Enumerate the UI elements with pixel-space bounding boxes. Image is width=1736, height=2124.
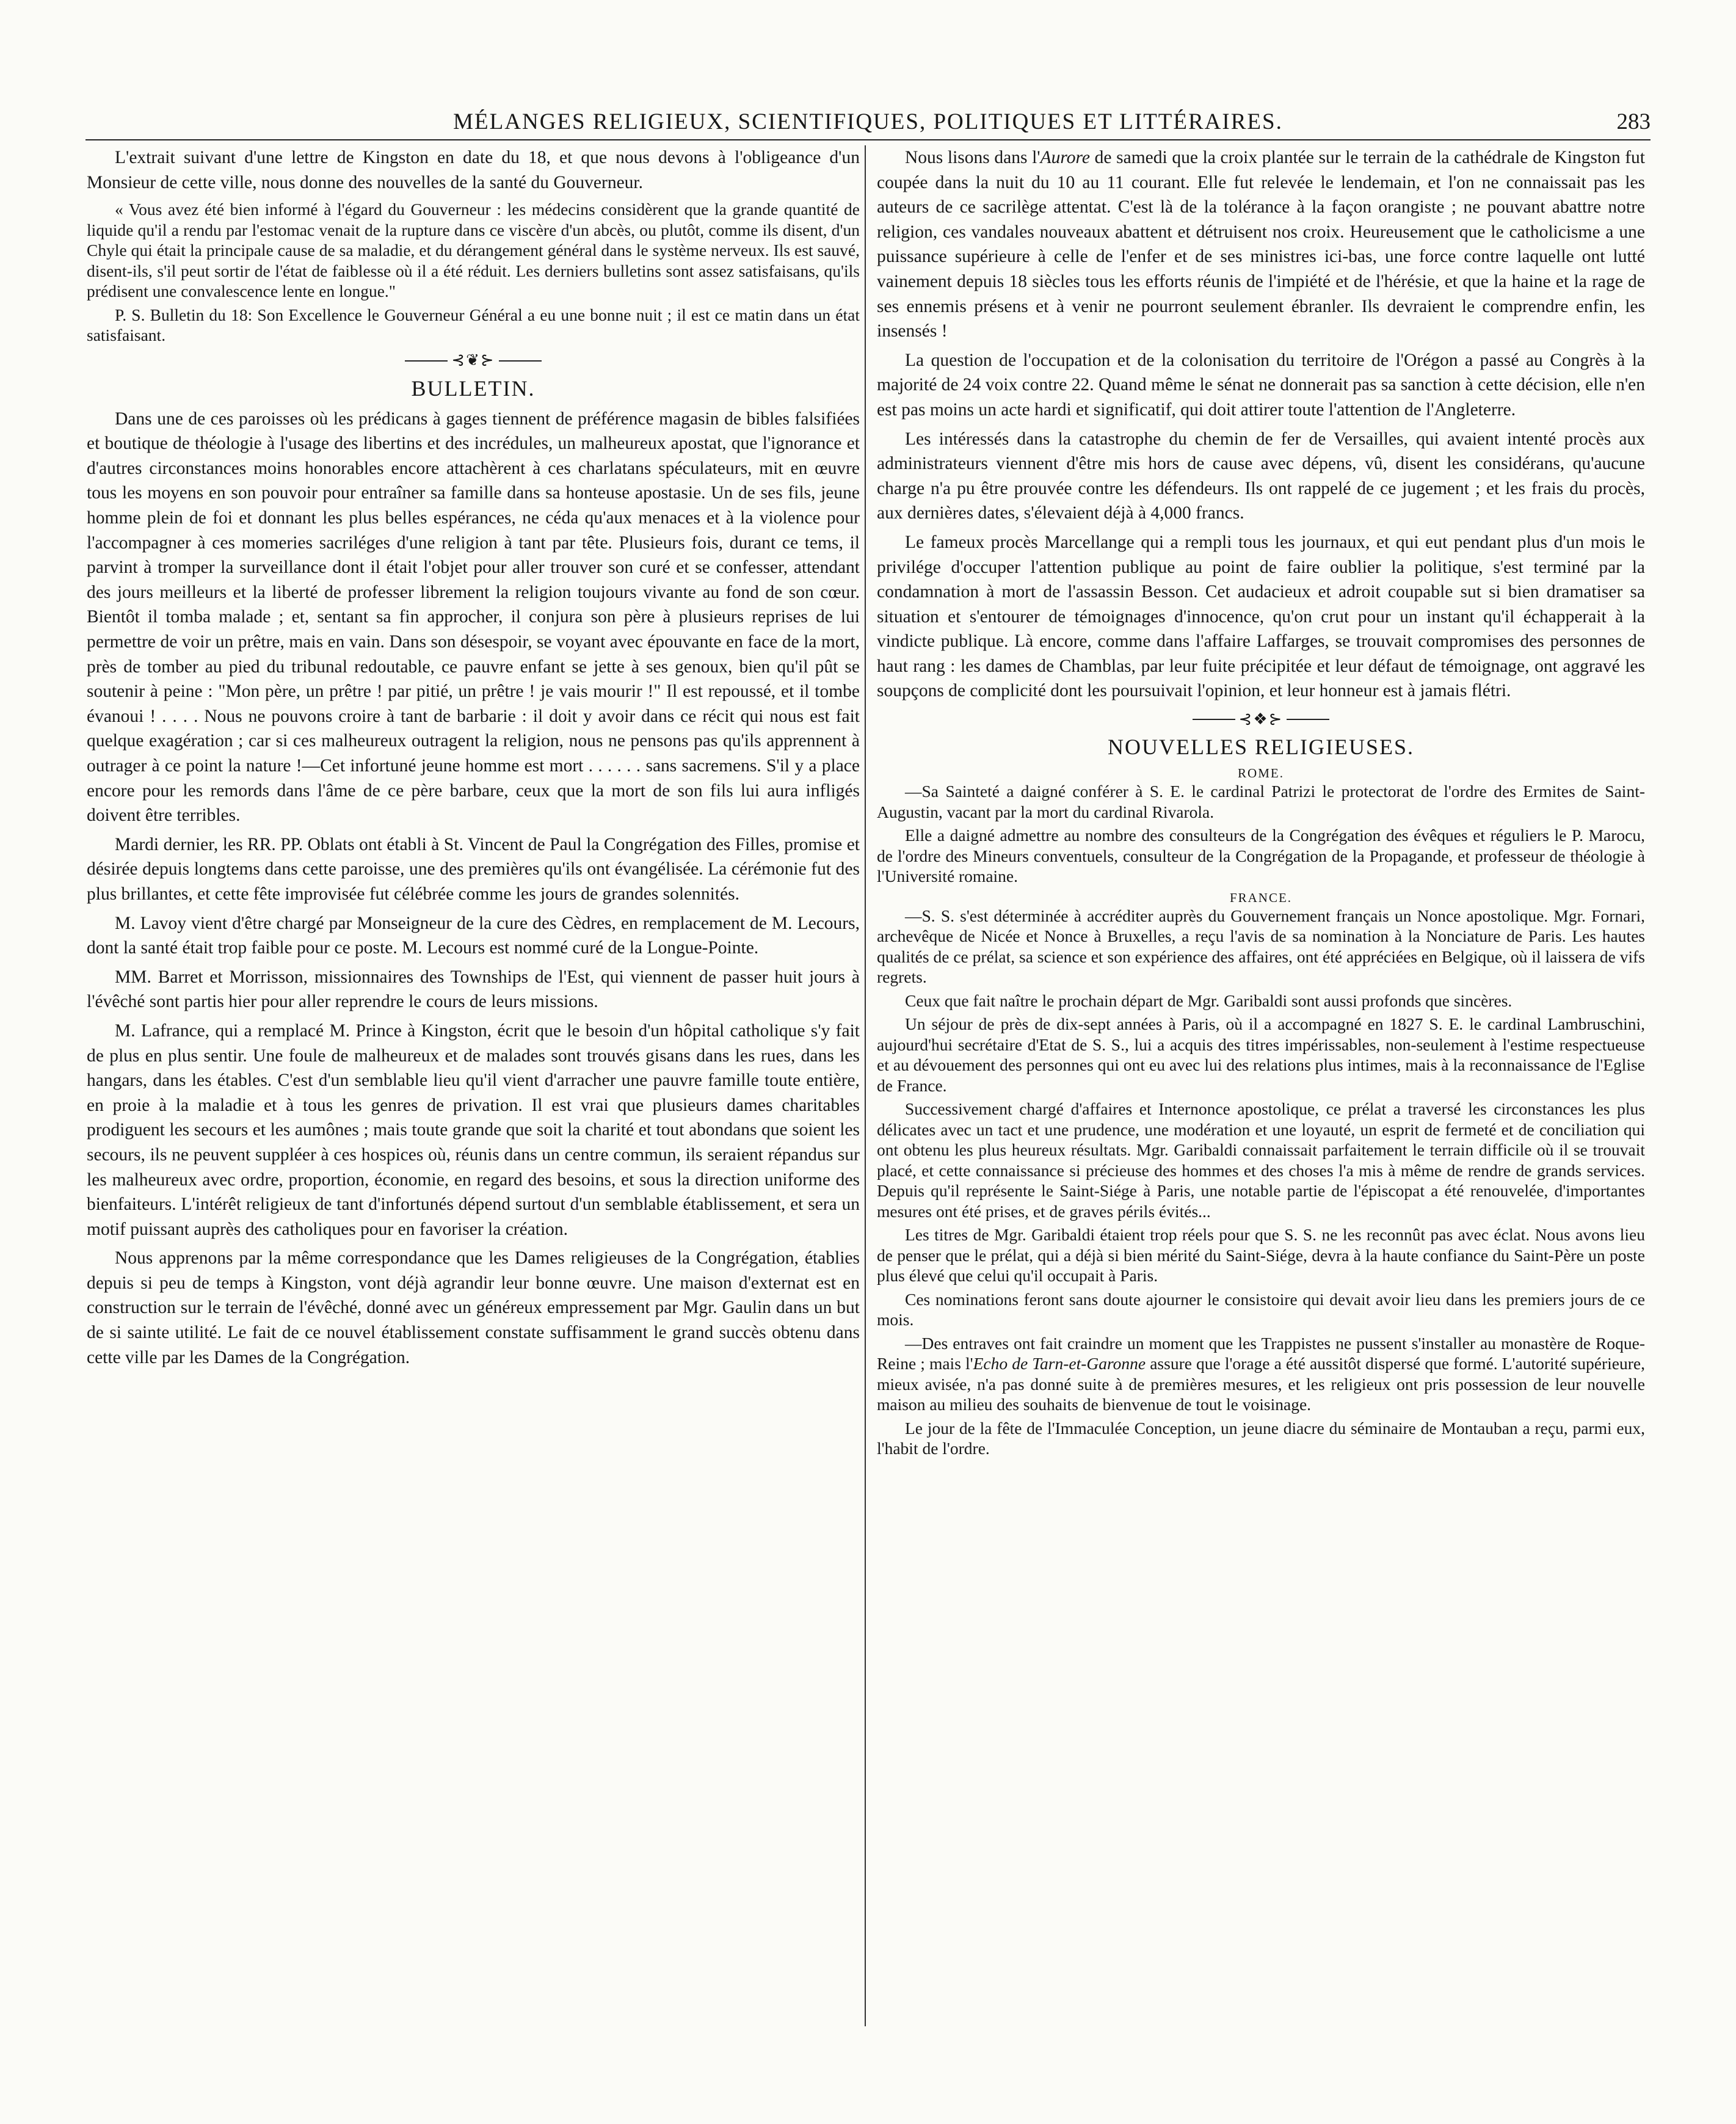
france-subheading: FRANCE. bbox=[1229, 890, 1293, 905]
rome-subheading: ROME. bbox=[1238, 766, 1284, 781]
article-paragraph: La question de l'occupation et de la colonisation du territoire de l'Orégon a passé au Congrès à la majorité de 24 voix contre 22. Quand même le sénat ne donnerait pas sa sanction à cette décision, elle n'en est pas moins un acte hardi et significatif, qui doit attirer toute l'attention de l'Angleterre. bbox=[877, 350, 1645, 420]
bulletin-heading: BULLETIN. bbox=[411, 376, 536, 401]
section-ornament bbox=[877, 708, 1645, 731]
article-paragraph: M. Lavoy vient d'être chargé par Monseigneur de la cure des Cèdres, en remplacement de M. Lecours, dont la santé était trop faible pour ce poste. M. Lecours est nommé curé de la Longue-Pointe. bbox=[87, 913, 860, 958]
news-item: Les titres de Mgr. Garibaldi étaient trop réels pour que S. S. ne les reconnût pas avec éclat. Nous avons lieu de penser que le prélat, qui a déjà si bien mérité du Saint-Siége, devra à la haute confiance du Saint-Père un poste plus élevé que celui qu'il occupait à Paris. bbox=[877, 1225, 1645, 1286]
article-paragraph: M. Lafrance, qui a remplacé M. Prince à Kingston, écrit que le besoin d'un hôpital catholique s'y fait de plus en plus sentir. Une foule de malheureux et de malades sont trouvés gisans dans les rues, dans les hangars, dans les étables. C'est d'un semblable lieu qu'il vient d'arracher une pauvre famille toute entière, en proie à la maladie et à tous les genres de privation. Il est vrai que plusieurs dames charitables prodiguent les secours et les aumônes ; mais toute grande que soit la charité et tout abondans que soient les secours, ils ne peuvent suppléer à ces hospices où, réunis dans un centre commun, ils seraient répandus sur les malheureux avec ordre, proportion, économie, en regard des besoins, et sous la direction uniforme des bienfaiteurs. L'intérêt religieux de tant d'infortunés dépend surtout d'un semblable établissement, et sera un motif puissant auprès des catholiques pour en favoriser la création. bbox=[87, 1020, 860, 1239]
news-heading: NOUVELLES RELIGIEUSES. bbox=[1108, 735, 1414, 760]
article-paragraph: Le fameux procès Marcellange qui a rempli tous les journaux, et qui eut pendant plus d'un mois le privilége d'occuper l'attention publique au point de faire oublier la politique, s'est terminé par la condamnation à mort de l'assassin Besson. Cet audacieux et adroit coupable sut si bien dramatiser sa situation et s'entourer de témoignages d'innocence, qu'on crut pour un instant qu'il échapperait à la vindicte publique. Là encore, comme dans l'affaire Laffarges, se trouvait compromises des personnes de haut rang : les dames de Chamblas, par leur fuite précipitée et leur défaut de témoignage, ont aggravé les soupçons de complicité dont les poursuivait l'opinion, et leur honneur est à jamais flétri. bbox=[877, 532, 1645, 701]
column-divider bbox=[865, 145, 866, 2026]
page-number: 283 bbox=[1616, 109, 1651, 134]
article-paragraph: MM. Barret et Morrisson, missionnaires des Townships de l'Est, qui viennent de passer huit jours à l'évêché sont partis hier pour aller reprendre le cours de leurs missions. bbox=[87, 967, 860, 1012]
article-paragraph: Nous apprenons par la même correspondance que les Dames religieuses de la Congrégation, établies depuis si peu de temps à Kingston, vont déjà agrandir leur bonne œuvre. Une maison d'externat est en construction sur le terrain de l'évêché, donné avec un généreux empressement par Mgr. Gaulin dans un but de si sainte utilité. Le fait de ce nouvel établissement constate suffisamment le grand succès obtenu dans cette ville par les Dames de la Congrégation. bbox=[87, 1248, 860, 1367]
running-header bbox=[85, 109, 1651, 140]
article-paragraph: Mardi dernier, les RR. PP. Oblats ont établi à St. Vincent de Paul la Congrégation des Filles, promise et désirée depuis longtems dans cette paroisse, une des premières qu'ils ont évangélisée. La cérémonie fut des plus brillantes, et cette fête improvisée fut célébrée comme les jours de grandes solennités. bbox=[87, 834, 860, 904]
news-item: —Sa Sainteté a daigné conférer à S. E. le cardinal Patrizi le protectorat de l'ordre des Ermites de Saint-Augustin, vacant par la mort du cardinal Rivarola. bbox=[877, 782, 1645, 821]
left-column bbox=[87, 145, 860, 1374]
news-item: Successivement chargé d'affaires et Internonce apostolique, ce prélat a traversé les circonstances les plus délicates avec un tact et une prudence, une modération et une loyauté, un esprit de fermeté et de conciliation qui ont obtenu les plus heureux résultats. Mgr. Garibaldi connaissait parfaitement le terrain difficile où il se trouvait placé, et cette connaissance si précieuse des hommes et des choses l'a mis à même de rendre de grands services. Depuis qu'il représente le Saint-Siége à Paris, une notable partie de l'épiscopat a été renouvelée, d'importantes mesures ont été prises, et de graves périls évités... bbox=[877, 1099, 1645, 1221]
news-item: Le jour de la fête de l'Immaculée Conception, un jeune diacre du séminaire de Montauban a reçu, parmi eux, l'habit de l'ordre. bbox=[877, 1418, 1645, 1458]
letter-quote: « Vous avez été bien informé à l'égard du Gouverneur : les médecins considèrent que la grande quantité de liquide qu'il a rendu par l'estomac venait de la rupture dans ce viscère d'un abcès, ou plutôt, comme ils disent, d'un Chyle qui était la principale cause de sa maladie, et du dérangement général dans le système nerveux. Ils est sauvé, disent-ils, s'il peut sortir de l'état de faiblesse où il a été réduit. Les derniers bulletins sont assez satisfaisans, qu'ils prédisent une convalescence lente en longue." bbox=[87, 200, 860, 301]
article-paragraph: L'extrait suivant d'une lettre de Kingston en date du 18, et que nous devons à l'obligeance d'un Monsieur de cette ville, nous donne des nouvelles de la santé du Gouverneur. bbox=[87, 148, 860, 192]
news-item: Ceux que fait naître le prochain départ de Mgr. Garibaldi sont aussi profonds que sincères. bbox=[905, 991, 1513, 1010]
ornament-glyph: ⊰❖⊱ bbox=[1238, 710, 1284, 728]
news-item: Un séjour de près de dix-sept années à Paris, où il a accompagné en 1827 S. E. le cardinal Lambruschini, aujourd'hui secrétaire d'Etat de S. S., lui a acquis des titres impérissables, non-seulement à l'estime respectueuse et au dévouement des personnes qui ont eu avec lui des relations plus intimes, mais à la reconnaissance de l'Eglise de France. bbox=[877, 1014, 1645, 1095]
news-item: Ces nominations feront sans doute ajourner le consistoire qui devait avoir lieu dans les premiers jours de ce mois. bbox=[877, 1289, 1645, 1329]
section-ornament bbox=[87, 349, 860, 373]
news-item: —S. S. s'est déterminée à accréditer auprès du Gouvernement français un Nonce apostolique. Mgr. Fornari, archevêque de Nicée et Nonce à Bruxelles, a reçu l'avis de sa nomination à la Nonciature de Paris. Les hautes qualités de ce prélat, sa science et son expérience des affaires, ont été appréciées en Belgique, où il laissera de vifs regrets. bbox=[877, 906, 1645, 987]
article-paragraph: Nous lisons dans l'Aurore de samedi que la croix plantée sur le terrain de la cathédrale de Kingston fut coupée dans la nuit du 10 au 11 courant. Elle fut relevée le lendemain, et l'on ne connaissait pas les auteurs de ce sacrilège attentat. C'est là de la tolérance à la façon orangiste ; ne pouvant abattre notre religion, ces vandales nouveaux abattent et détruisent nos croix. Heureusement que le catholicisme a une puissance supérieure à celle de l'enfer et de ses ministres ici-bas, une force contre laquelle ont lutté vainement depuis 18 siècles tous les efforts réunis de l'impiété et de l'hérésie, et que la haine et la rage de ses ennemis présens et à venir ne pourront seulement ébranler. Ils devraient le comprendre enfin, les insensés ! bbox=[877, 148, 1645, 341]
newspaper-name: Aurore bbox=[1040, 148, 1091, 167]
right-column bbox=[877, 145, 1645, 1462]
article-paragraph: Dans une de ces paroisses où les prédicans à gages tiennent de préférence magasin de bibles falsifiées et boutique de théologie à l'usage des libertins et des incrédules, un malheureux apostat, que l'ignorance et d'autres circonstances moins honorables encore attachèrent à ces charlatans spéculateurs, mit en œuvre tous les moyens en son pouvoir pour entraîner sa famille dans sa honteuse apostasie. Un de ses fils, jeune homme plein de foi et donnant les plus belles espérances, ne céda qu'aux menaces et à la violence pour l'accompagner à ces momeries sacriléges d'une religion à tant par tête. Plusieurs fois, durant ce tems, il parvint à tromper la surveillance dont il était l'objet pour aller trouver son curé et se confesser, attendant des jours meilleurs et la liberté de professer librement la religion toujours vivante au fond de son cœur. Bientôt il tomba malade ; et, sentant sa fin approcher, il conjura son père à plusieurs reprises de lui permettre de voir un prêtre, mais en vain. Dans son désespoir, se voyant avec épouvante en face de la mort, près de tomber au pied du tribunal redoutable, ce pauvre enfant se jette à ses genoux, bien qu'il pût se soutenir à peine : "Mon père, un prêtre ! par pitié, un prêtre ! je vais mourir !" Il est repoussé, et il tombe évanoui ! . . . . Nous ne pouvons croire à tant de barbarie : il doit y avoir dans ce récit qui nous est fait quelque exagération ; car si ces malheureux outragent la religion, nous ne pensons pas qu'ils apprennent à outrager à ce point la nature !—Cet infortuné jeune homme est mort . . . . . . sans sacremens. S'il y a place encore pour les remords dans l'âme de ce père barbare, ceux que la mort de son fils lui aura infligés doivent être terribles. bbox=[87, 409, 860, 826]
ornament-glyph: ⊰❦⊱ bbox=[451, 351, 495, 369]
running-title: MÉLANGES RELIGIEUX, SCIENTIFIQUES, POLITIQUES ET LITTÉRAIRES. bbox=[453, 109, 1283, 134]
postscript: P. S. Bulletin du 18: Son Excellence le Gouverneur Général a eu une bonne nuit ; il est ce matin dans un état satisfaisant. bbox=[87, 305, 860, 345]
news-item: Elle a daigné admettre au nombre des consulteurs de la Congrégation des évêques et réguliers le P. Marocu, de l'ordre des Mineurs conventuels, consulteur de la Congrégation de la Propagande, et professeur de théologie à l'Université romaine. bbox=[877, 826, 1645, 886]
news-item: —Des entraves ont fait craindre un moment que les Trappistes ne pussent s'installer au monastère de Roque-Reine ; mais l'Echo de Tarn-et-Garonne assure que l'orage a été aussitôt dispersé que formé. L'autorité supérieure, mieux avisée, n'a pas donné suite à de premières mesures, et les religieux ont pris possession de leur nouvelle maison au milieu des souhaits de bienvenue de tout le voisinage. bbox=[877, 1333, 1645, 1414]
newspaper-name: Echo de Tarn-et-Garonne bbox=[973, 1354, 1146, 1373]
article-paragraph: Les intéressés dans la catastrophe du chemin de fer de Versailles, qui avaient intenté procès aux administrateurs viennent d'être mis hors de cause avec dépens, vû, disent les considérans, qu'aucune charge n'a pu être prouvée contre les défendeurs. Ils ont rappelé de ce jugement ; et les frais du procès, aux dernières dates, s'élevaient déjà à 4,000 francs. bbox=[877, 429, 1645, 523]
